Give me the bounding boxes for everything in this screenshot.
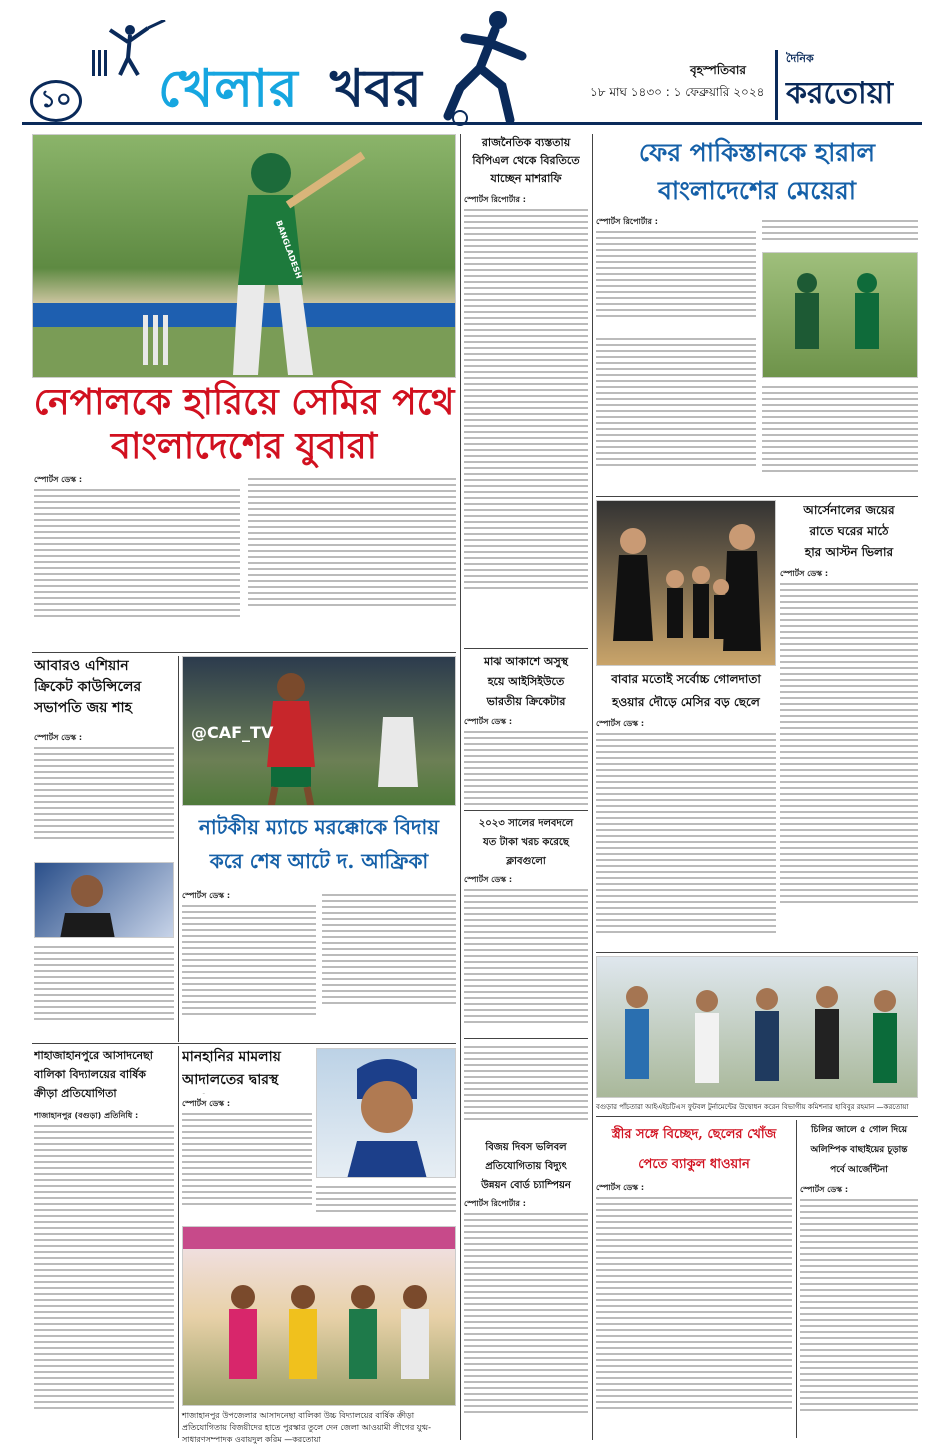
mashrafe-body-text	[464, 209, 588, 589]
cricket-photo	[32, 134, 456, 378]
divider	[32, 1043, 456, 1044]
nepal-byline: স্পোর্টস ডেস্ক :	[34, 475, 83, 484]
icu-headline	[464, 652, 588, 714]
footballer-silhouette-icon	[440, 8, 530, 126]
masthead-day: বৃহস্পতিবার	[690, 63, 746, 77]
pakistan-body-text-col4	[762, 386, 918, 472]
argentina-headline	[800, 1120, 918, 1182]
icu-byline: স্পোর্টস ডেস্ক :	[464, 717, 513, 726]
nepal-body-col2	[248, 474, 456, 650]
school-headline-line3: ক্রীড়া প্রতিযোগিতা	[34, 1087, 117, 1100]
asia-cricket-body	[34, 732, 174, 858]
victory-headline	[464, 1138, 588, 1196]
pakistan-byline: স্পোর্টস রিপোর্টার :	[596, 217, 658, 226]
masthead-title-part1: খেলার	[158, 58, 299, 119]
icu-body	[464, 716, 588, 808]
asia-cricket-body-text	[34, 747, 174, 839]
nepal-headline	[32, 380, 456, 470]
mashrafe-byline: স্পোর্টস রিপোর্টার :	[464, 195, 526, 204]
clubs-body-text	[464, 889, 588, 1023]
clubs-body	[464, 874, 588, 1036]
asia-cricket-headline	[34, 656, 174, 728]
mashrafe-headline-line3: যাচ্ছেন মাশরাফি	[490, 172, 562, 185]
clubs-body-col2	[464, 1042, 588, 1136]
portrait-illustration	[35, 863, 174, 938]
dhoni-headline-line2: আদালতের দ্বারস্থ	[182, 1072, 279, 1088]
messi-family-photo	[596, 500, 776, 666]
dhoni-body-col2	[316, 1182, 456, 1222]
morocco-body-text	[182, 905, 316, 1015]
school-body-text	[34, 1125, 174, 1409]
dhoni-photo	[316, 1048, 456, 1178]
divider	[464, 810, 588, 811]
clubs-headline-line1: ২০২৩ সালের দলবদলে	[478, 818, 574, 829]
dhoni-byline: স্পোর্টস ডেস্ক :	[182, 1099, 231, 1108]
pakistan-headline-line1: ফের পাকিস্তানকে হারাল	[638, 138, 876, 167]
argentina-byline: স্পোর্টস ডেস্ক :	[800, 1185, 849, 1194]
women-cricket-photo	[762, 252, 918, 378]
event-illustration	[183, 1227, 456, 1406]
morocco-byline: স্পোর্টস ডেস্ক :	[182, 891, 231, 900]
asia-cricket-headline-line1: আবারও এশিয়ান	[34, 658, 129, 674]
cricketers-illustration	[763, 253, 918, 378]
icu-headline-line1: মাঝ আকাশে অসুস্থ	[483, 655, 568, 668]
dhoni-body-text	[182, 1113, 312, 1205]
school-byline: শাজাহানপুর (বগুড়া) প্রতিনিধি :	[34, 1111, 139, 1120]
dhawan-byline: স্পোর্টস ডেস্ক :	[596, 1183, 645, 1192]
pakistan-body-col3	[596, 334, 756, 494]
pakistan-body-col2	[762, 216, 918, 250]
school-headline-line2: বালিকা বিদ্যালয়ের বার্ষিক	[34, 1068, 146, 1081]
nepal-headline-line2: বাংলাদেশের যুবারা	[110, 425, 378, 467]
divider	[596, 952, 918, 953]
newspaper-logo	[775, 50, 925, 120]
dhawan-headline	[596, 1120, 792, 1180]
newspaper-logo-name: করতোয়া	[786, 76, 894, 111]
mashrafe-headline-line2: বিপিএল থেকে বিরতিতে	[472, 154, 580, 167]
school-headline	[34, 1046, 174, 1108]
nepal-body-text-col2	[248, 478, 456, 606]
icu-headline-line2: হয়ে আইসিইউতে	[487, 675, 565, 688]
villa-byline: স্পোর্টস ডেস্ক :	[780, 569, 829, 578]
batsman-illustration	[33, 135, 456, 378]
nepal-body	[34, 474, 240, 650]
victory-headline-line3: উন্নয়ন বোর্ড চ্যাম্পিয়ন	[481, 1180, 571, 1191]
villa-body-text	[780, 583, 918, 903]
clubs-byline: স্পোর্টস ডেস্ক :	[464, 875, 513, 884]
clubs-body-text-col2	[464, 1046, 588, 1120]
crowd-illustration	[597, 957, 918, 1098]
argentina-headline-line2: অলিম্পিক বাছাইয়ের চূড়ান্ত	[810, 1145, 908, 1155]
villa-headline-line2: রাতে ঘরের মাঠে	[809, 524, 889, 538]
pakistan-body	[596, 216, 756, 332]
cricket-photo-caption: BANGLADESH	[273, 219, 304, 280]
messi-headline-line2: হওয়ার দৌড়ে মেসির বড় ছেলে	[612, 695, 760, 709]
school-photo-caption: শাজাহানপুর উপজেলার আসাদনেছা বালিকা উচ্চ বিদ্যালয়ের বার্ষিক ক্রীড়া প্রতিযোগিতায় বিজয়ীদের হাতে পুরস্কার তুলে দেন জেলা আওয়ামী লীগের যুগ্ম-সাধারণসম্পাদক ওবায়দুল করিম —করতোয়া	[182, 1411, 431, 1444]
victory-byline: স্পোর্টস রিপোর্টার :	[464, 1199, 526, 1208]
divider	[464, 648, 588, 649]
jay-shah-photo	[34, 862, 174, 938]
mashrafe-headline-line1: রাজনৈতিক ব্যস্ততায়	[481, 136, 571, 149]
school-headline-line1: শাহাজাহানপুরে আসাদনেছা	[34, 1049, 153, 1062]
newspaper-logo-small: দৈনিক	[786, 52, 814, 65]
portrait-illustration	[317, 1049, 456, 1178]
nepal-headline-line1: নেপালকে হারিয়ে সেমির পথে	[33, 381, 455, 423]
pakistan-body-text	[596, 231, 756, 317]
victory-body-text	[464, 1213, 588, 1413]
family-illustration	[597, 501, 776, 666]
page-number: ১০	[30, 80, 82, 122]
football-photo-caption: বগুড়ার পাঁচতারা আইএইচটিএস ফুটবল টুর্নামেন্টের উদ্বোধন করেন বিভাগীয় কমিশনার হাবিবুর রহমান —করতোয়া	[596, 1103, 909, 1111]
pakistan-body-text-col3	[596, 338, 756, 466]
masthead	[0, 0, 945, 128]
argentina-body	[800, 1184, 918, 1438]
villa-headline	[780, 500, 918, 566]
column-divider	[178, 656, 179, 1042]
pakistan-body-col4	[762, 382, 918, 494]
morocco-headline-line2: করে শেষ আটে দ. আফ্রিকা	[209, 849, 429, 873]
column-divider	[592, 134, 593, 1440]
asia-cricket-body-col2	[34, 942, 174, 1040]
clubs-headline	[464, 814, 588, 872]
divider	[596, 1116, 918, 1117]
dhoni-body-text-col2	[316, 1186, 456, 1212]
pakistan-body-text-col2	[762, 220, 918, 240]
morocco-photo-watermark: @CAF_TV	[191, 723, 274, 742]
icu-headline-line3: ভারতীয় ক্রিকেটার	[486, 695, 566, 708]
mashrafe-headline	[464, 134, 588, 192]
messi-byline: স্পোর্টস ডেস্ক :	[596, 719, 645, 728]
morocco-headline-line1: নাটকীয় ম্যাচে মরক্কোকে বিদায়	[198, 815, 440, 839]
nepal-body-text	[34, 489, 240, 617]
column-divider	[460, 134, 461, 1440]
asia-cricket-headline-line2: ক্রিকেট কাউন্সিলের	[34, 679, 142, 695]
clubs-headline-line2: যত টাকা খরচ করেছে	[482, 837, 569, 848]
messi-body-text	[596, 733, 776, 933]
divider	[596, 496, 918, 497]
morocco-body	[182, 890, 316, 1040]
dhawan-headline-line2: পেতে ব্যাকুল ধাওয়ান	[638, 1157, 750, 1172]
dhoni-body	[182, 1098, 312, 1222]
dhawan-body-text	[596, 1197, 792, 1409]
football-event-photo	[596, 956, 918, 1098]
villa-body	[780, 568, 918, 948]
villa-headline-line1: আর্সেনালের জয়ের	[803, 503, 895, 517]
dhawan-body	[596, 1182, 792, 1438]
pakistan-headline-line2: বাংলাদেশের মেয়েরা	[657, 176, 857, 205]
icu-body-text	[464, 731, 588, 805]
divider	[32, 652, 456, 653]
messi-headline-line1: বাবার মতোই সর্বোচ্চ গোলদাতা	[611, 672, 761, 686]
villa-headline-line3: হার আস্টন ভিলার	[804, 545, 894, 559]
masthead-title-part2: খবর	[330, 58, 422, 119]
column-divider	[178, 1046, 179, 1438]
masthead-date: ১৮ মাঘ ১৪৩০ : ১ ফেব্রুয়ারি ২০২৪	[590, 85, 765, 99]
school-event-photo	[182, 1226, 456, 1406]
victory-headline-line1: বিজয় দিবস ভলিবল	[485, 1142, 567, 1153]
morocco-body-text-col2	[322, 894, 456, 1004]
morocco-photo	[182, 656, 456, 806]
mashrafe-body	[464, 194, 588, 646]
argentina-headline-line3: পর্বে আর্জেন্টিনা	[830, 1165, 888, 1175]
messi-headline	[596, 668, 776, 716]
messi-body	[596, 718, 776, 948]
argentina-body-text	[800, 1199, 918, 1411]
asia-cricket-body-text-col2	[34, 946, 174, 1020]
asia-cricket-headline-line3: সভাপতি জয় শাহ	[34, 700, 132, 716]
pakistan-headline	[596, 134, 918, 214]
dhoni-headline-line1: মানহানির মামলায়	[182, 1049, 281, 1065]
asia-cricket-byline: স্পোর্টস ডেস্ক :	[34, 733, 83, 742]
clubs-headline-line3: ক্লাবগুলো	[506, 856, 546, 867]
victory-body	[464, 1198, 588, 1438]
victory-headline-line2: প্রতিযোগিতায় বিদ্যুৎ	[485, 1161, 567, 1172]
morocco-headline	[182, 810, 456, 886]
school-body	[34, 1110, 174, 1440]
dhoni-headline	[182, 1046, 312, 1094]
dhawan-headline-line1: স্ত্রীর সঙ্গে বিচ্ছেদ, ছেলের খোঁজ	[611, 1127, 777, 1142]
column-divider	[796, 1120, 797, 1438]
morocco-body-col2	[322, 890, 456, 1040]
masthead-rule	[22, 122, 922, 125]
argentina-headline-line1: চিলির জালে ৫ গোল দিয়ে	[810, 1125, 908, 1135]
divider	[464, 1038, 588, 1039]
